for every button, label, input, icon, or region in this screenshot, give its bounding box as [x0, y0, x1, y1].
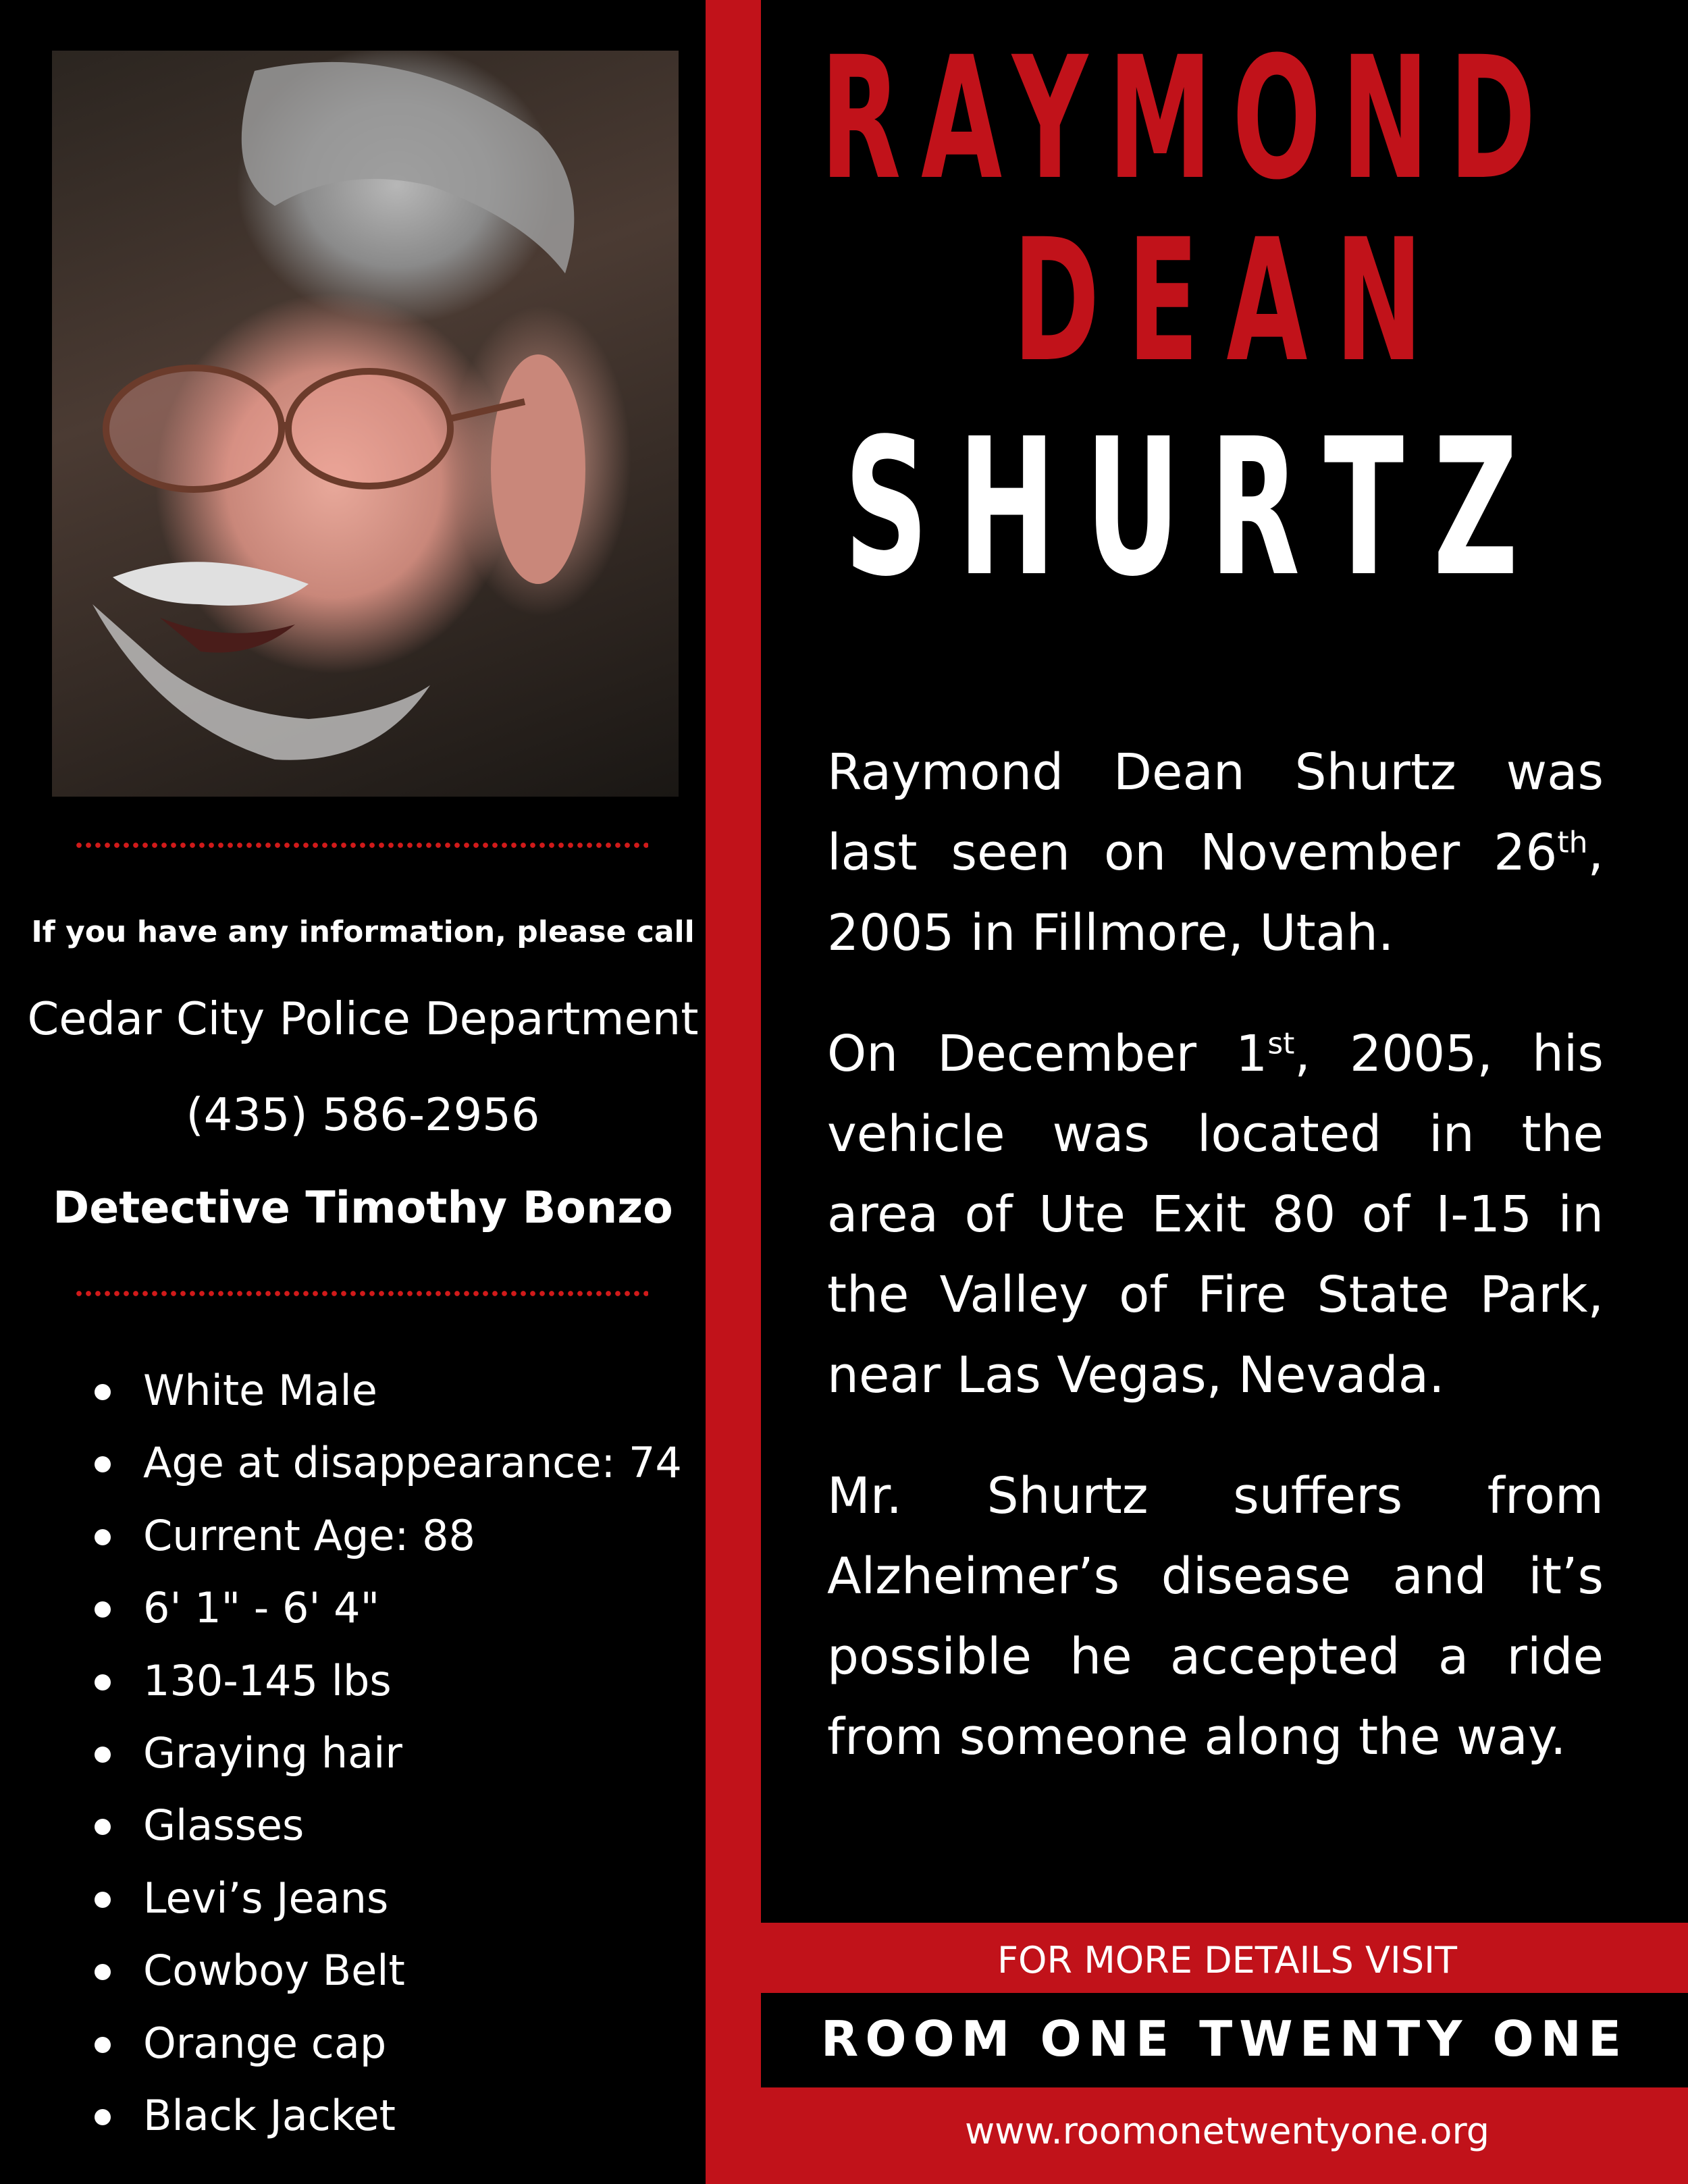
- list-item: Levi’s Jeans: [95, 1865, 682, 1937]
- list-item: Age at disappearance: 74: [95, 1429, 682, 1501]
- list-item: Current Age: 88: [95, 1502, 682, 1574]
- portrait-illustration: [52, 51, 679, 797]
- ordinal-suffix: th: [1557, 825, 1588, 860]
- story-paragraph: Mr. Shurtz suffers from Alzheimer’s disease and it’s possible he accepted a ride from someone along the way.: [827, 1467, 1604, 1766]
- name-last: SHURTZ: [844, 398, 1548, 618]
- physical-description-list: [95, 1357, 682, 2154]
- list-item: White Male: [95, 1357, 682, 1429]
- case-summary: [827, 733, 1604, 1818]
- story-text: Raymond Dean Shurtz was last seen on November 26: [827, 743, 1604, 882]
- list-item: 130-145 lbs: [95, 1647, 682, 1720]
- name-middle: DEAN: [1013, 203, 1450, 399]
- story-text: , 2005, his vehicle was located in the area of Ute Exit 80 of I-15 in the Valley of Fire State Park, near Las Vegas, Nevada.: [827, 1025, 1604, 1404]
- list-item: Glasses: [95, 1792, 682, 1864]
- ordinal-suffix: st: [1267, 1026, 1295, 1061]
- site-url-link[interactable]: www.roomonetwentyone.org: [964, 2110, 1489, 2152]
- dotted-divider: [74, 1291, 648, 1296]
- more-details-label: FOR MORE DETAILS VISIT: [997, 1939, 1458, 1981]
- site-name: ROOM ONE TWENTY ONE: [820, 2010, 1629, 2067]
- name-first: RAYMOND: [820, 20, 1556, 217]
- story-paragraph: [827, 1014, 1604, 1416]
- story-text: On December 1: [827, 1025, 1268, 1083]
- story-text: , 2005 in Fillmore, Utah.: [827, 824, 1604, 962]
- missing-person-photo: [52, 51, 679, 797]
- list-item: Orange cap: [95, 2010, 682, 2082]
- contact-detective: Detective Timothy Bonzo: [53, 1183, 673, 1233]
- list-item: Graying hair: [95, 1720, 682, 1792]
- list-item: Black Jacket: [95, 2082, 682, 2154]
- list-item: 6' 1" - 6' 4": [95, 1574, 682, 1647]
- contact-phone: (435) 586-2956: [186, 1088, 540, 1141]
- story-paragraph: [827, 733, 1604, 974]
- contact-prompt: If you have any information, please call: [31, 915, 695, 949]
- dotted-divider: [74, 843, 648, 848]
- list-item: Cowboy Belt: [95, 1937, 682, 2009]
- contact-department: Cedar City Police Department: [27, 992, 699, 1045]
